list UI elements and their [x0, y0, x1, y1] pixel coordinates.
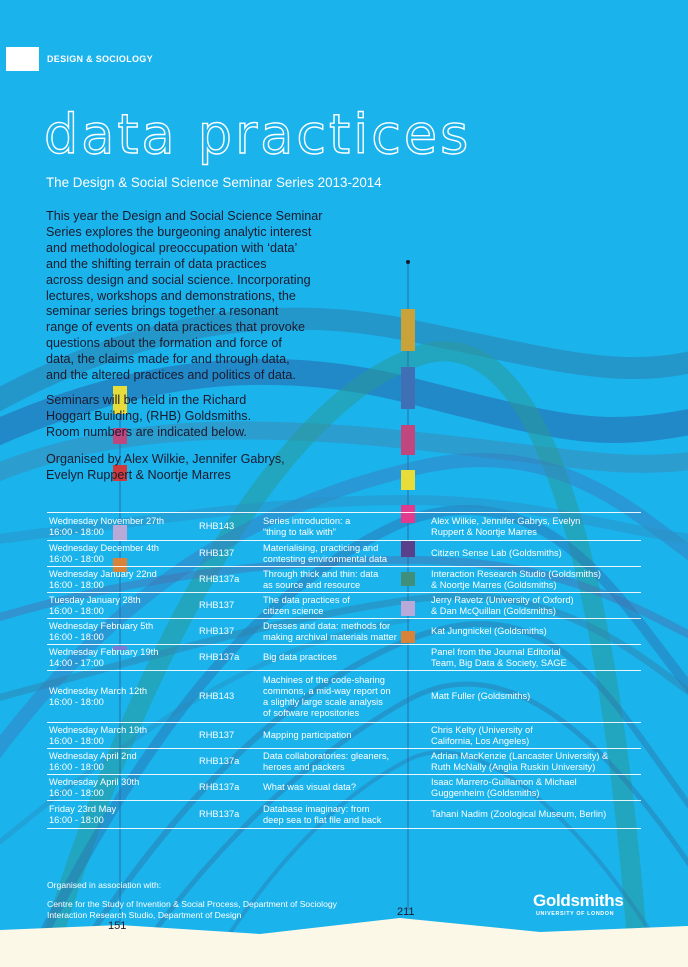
- venue-paragraph: [46, 393, 366, 441]
- event-datetime: [47, 569, 199, 591]
- event-speaker-line: Panel from the Journal Editorial: [431, 646, 561, 657]
- event-room: RHB137a: [199, 809, 240, 819]
- event-speaker: [431, 569, 641, 591]
- schedule-row: [47, 748, 641, 774]
- event-date: Friday 23rd May: [49, 803, 117, 814]
- event-title: [263, 804, 431, 826]
- schedule-row: [47, 566, 641, 592]
- event-date: Wednesday April 2nd: [49, 750, 137, 761]
- event-speaker: [431, 777, 641, 799]
- event-room: RHB137: [199, 548, 235, 558]
- event-time: 16:00 - 18:00: [49, 787, 104, 798]
- event-title: [263, 569, 431, 591]
- organisers-paragraph: [46, 452, 366, 484]
- page-title: data practices: [44, 103, 472, 166]
- event-title-line: Data collaboratories: gleaners,: [263, 750, 390, 761]
- venue-line: Seminars will be held in the Richard: [46, 393, 247, 407]
- intro-line: data, the claims made for and through data,: [46, 352, 290, 367]
- association-orgs: [47, 899, 337, 921]
- org-line: Interaction Research Studio, Department of Design: [47, 910, 242, 920]
- schedule-row: [47, 722, 641, 748]
- event-speaker-line: Adrian MacKenzie (Lancaster University) &: [431, 750, 609, 761]
- event-time: 16:00 - 18:00: [49, 579, 104, 590]
- event-title-line: a slightly large scale analysis: [263, 696, 383, 707]
- event-title: [263, 675, 431, 719]
- event-title-line: contesting environmental data: [263, 553, 388, 564]
- event-speaker-line: Jerry Ravetz (University of Oxford): [431, 594, 574, 605]
- event-datetime: [47, 725, 199, 747]
- event-title-line: Database imaginary: from: [263, 803, 370, 814]
- event-time: 16:00 - 18:00: [49, 761, 104, 772]
- event-title-line: Series introduction: a: [263, 515, 351, 526]
- event-speaker-line: & Dan McQuillan (Goldsmiths): [431, 605, 557, 616]
- schedule-row: [47, 800, 641, 829]
- association-heading: Organised in association with:: [47, 880, 162, 890]
- intro-paragraph: [46, 209, 391, 384]
- intro-line: range of events on data practices that provoke: [46, 320, 306, 335]
- event-time: 16:00 - 18:00: [49, 814, 104, 825]
- event-speaker-line: Isaac Marrero-Guillamon & Michael: [431, 776, 577, 787]
- event-speaker: [431, 725, 641, 747]
- event-speaker-line: Matt Fuller (Goldsmiths): [431, 691, 531, 701]
- event-title-line: The data practices of: [263, 594, 350, 605]
- goldsmiths-logo: Goldsmiths: [533, 891, 624, 910]
- event-title-line: as source and resource: [263, 579, 361, 590]
- event-speaker-line: Alex Wilkie, Jennifer Gabrys, Evelyn: [431, 515, 581, 526]
- event-date: Wednesday March 12th: [49, 685, 148, 696]
- event-datetime: [47, 595, 199, 617]
- section-tag: DESIGN & SOCIOLOGY: [47, 54, 153, 64]
- event-title: [263, 782, 431, 793]
- event-datetime: [47, 621, 199, 643]
- event-title-line: deep sea to flat file and back: [263, 814, 382, 825]
- event-time: 16:00 - 18:00: [49, 631, 104, 642]
- event-datetime: [47, 516, 199, 538]
- event-speaker: [431, 626, 641, 637]
- event-title: [263, 543, 431, 565]
- organisers-line: Organised by Alex Wilkie, Jennifer Gabrys,: [46, 452, 285, 466]
- event-title: [263, 652, 431, 663]
- event-title-line: Mapping participation: [263, 730, 352, 740]
- event-time: 16:00 - 18:00: [49, 696, 104, 707]
- schedule-row: [47, 618, 641, 644]
- event-title: [263, 751, 431, 773]
- event-speaker-line: California, Los Angeles): [431, 735, 530, 746]
- event-speaker-line: Citizen Sense Lab (Goldsmiths): [431, 548, 562, 558]
- intro-line: questions about the formation and force of: [46, 336, 282, 351]
- event-date: Wednesday February 5th: [49, 620, 154, 631]
- schedule-row: [47, 670, 641, 722]
- event-room: RHB137a: [199, 652, 240, 662]
- schedule-row: [47, 512, 641, 540]
- event-speaker-line: Kat Jungnickel (Goldsmiths): [431, 626, 547, 636]
- schedule-row: [47, 592, 641, 618]
- event-title-line: heroes and packers: [263, 761, 345, 772]
- event-date: Wednesday February 19th: [49, 646, 159, 657]
- event-date: Wednesday March 19th: [49, 724, 148, 735]
- event-title: [263, 730, 431, 741]
- organisers-line: Evelyn Ruppert & Noortje Marres: [46, 467, 231, 482]
- org-line: Centre for the Study of Invention & Social Process, Department of Sociology: [47, 899, 337, 909]
- event-title-line: Through thick and thin: data: [263, 568, 379, 579]
- event-time: 16:00 - 18:00: [49, 605, 104, 616]
- event-time: 16:00 - 18:00: [49, 526, 104, 537]
- event-speaker: [431, 691, 641, 702]
- venue-line: Room numbers are indicated below.: [46, 424, 247, 439]
- event-speaker: [431, 548, 641, 559]
- schedule-row: [47, 644, 641, 670]
- intro-line: This year the Design and Social Science Seminar: [46, 209, 323, 223]
- event-speaker-line: Chris Kelty (University of: [431, 724, 533, 735]
- page-number-right: 211: [397, 906, 415, 918]
- event-datetime: [47, 751, 199, 773]
- schedule-row: [47, 774, 641, 800]
- event-speaker: [431, 647, 641, 669]
- goldsmiths-logo-subtitle: UNIVERSITY OF LONDON: [536, 911, 615, 917]
- page-subtitle: The Design & Social Science Seminar Series 2013-2014: [46, 175, 382, 190]
- event-speaker-line: Tahani Nadim (Zoological Museum, Berlin): [431, 809, 607, 819]
- event-room: RHB137: [199, 600, 235, 610]
- event-speaker: [431, 595, 641, 617]
- intro-line: seminar series brings together a resonant: [46, 304, 279, 319]
- event-datetime: [47, 777, 199, 799]
- event-room: RHB143: [199, 691, 235, 701]
- event-room: RHB137: [199, 626, 235, 636]
- event-time: 16:00 - 18:00: [49, 553, 104, 564]
- event-date: Wednesday November 27th: [49, 515, 165, 526]
- event-date: Wednesday January 22nd: [49, 568, 157, 579]
- event-room: RHB137a: [199, 782, 240, 792]
- event-date: Tuesday January 28th: [49, 594, 141, 605]
- event-speaker: [431, 751, 641, 773]
- event-speaker-line: Ruth McNally (Anglia Ruskin University): [431, 761, 596, 772]
- event-title-line: Dresses and data: methods for: [263, 620, 391, 631]
- event-title-line: of software repositories: [263, 707, 360, 718]
- event-date: Wednesday December 4th: [49, 542, 159, 553]
- event-title-line: citizen science: [263, 605, 324, 616]
- event-speaker-line: Interaction Research Studio (Goldsmiths): [431, 568, 601, 579]
- event-speaker-line: Ruppert & Noortje Marres: [431, 526, 537, 537]
- intro-line: and methodological preoccupation with ‘data’: [46, 240, 298, 255]
- venue-line: Hoggart Building, (RHB) Goldsmiths.: [46, 408, 252, 423]
- event-speaker-line: & Noortje Marres (Goldsmiths): [431, 579, 557, 590]
- event-title-line: What was visual data?: [263, 782, 357, 792]
- event-room: RHB137a: [199, 756, 240, 766]
- section-marker: [6, 47, 39, 71]
- event-datetime: [47, 543, 199, 565]
- intro-line: and the shifting terrain of data practices: [46, 256, 267, 271]
- seminar-schedule: [47, 512, 641, 829]
- event-title-line: making archival materials matter: [263, 631, 397, 642]
- event-title-line: commons, a mid-way report on: [263, 685, 391, 696]
- event-room: RHB137: [199, 730, 235, 740]
- event-title: [263, 595, 431, 617]
- intro-line: and the altered practices and politics of data.: [46, 368, 296, 383]
- intro-line: across design and social science. Incorporating: [46, 272, 311, 287]
- event-datetime: [47, 686, 199, 708]
- event-title: [263, 621, 431, 643]
- event-room: RHB143: [199, 521, 235, 531]
- event-datetime: [47, 647, 199, 669]
- event-time: 16:00 - 18:00: [49, 735, 104, 746]
- event-datetime: [47, 804, 199, 826]
- event-title-line: Materialising, practicing and: [263, 542, 379, 553]
- event-title: [263, 516, 431, 538]
- event-speaker: [431, 809, 641, 820]
- event-title-line: “thing to talk with”: [263, 526, 336, 537]
- event-room: RHB137a: [199, 574, 240, 584]
- event-speaker-line: Team, Big Data & Society, SAGE: [431, 657, 567, 668]
- intro-line: Series explores the burgeoning analytic interest: [46, 224, 312, 239]
- event-date: Wednesday April 30th: [49, 776, 140, 787]
- event-title-line: Big data practices: [263, 652, 337, 662]
- schedule-row: [47, 540, 641, 566]
- event-speaker-line: Guggenheim (Goldsmiths): [431, 787, 540, 798]
- event-speaker: [431, 516, 641, 538]
- page-number-left: 151: [108, 920, 127, 932]
- event-title-line: Machines of the code-sharing: [263, 674, 385, 685]
- intro-line: lectures, workshops and demonstrations, the: [46, 288, 296, 303]
- event-time: 14:00 - 17:00: [49, 657, 104, 668]
